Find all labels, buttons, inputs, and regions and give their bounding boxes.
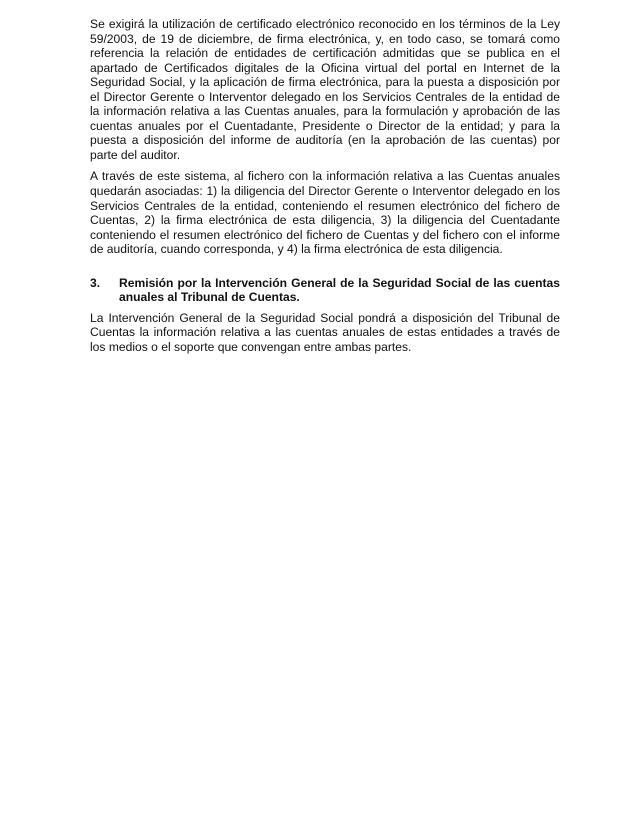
section-number: 3. — [90, 275, 101, 290]
paragraph-associated-diligences: A través de este sistema, al fichero con la información relativa a las Cuentas anuales quedarán asociadas: 1) la diligencia del Director Gerente o Interventor delegado en los Servicios Centrales de la entidad, conteniendo el resumen electrónico del fichero de Cuentas, 2) la firma electrónica de esta diligencia, 3) la diligencia del Cuentadante conteniendo el resumen electrónico del fichero de Cuentas y del fichero con el informe de auditoría, cuando corresponda, y 4) la firma electrónica de esta diligencia. — [90, 169, 560, 257]
document-page — [90, 17, 560, 354]
section-body-paragraph: La Intervención General de la Seguridad Social pondrá a disposición del Tribunal de Cuentas la información relativa a las cuentas anuales de estas entidades a través de los medios o el soporte que convengan entre ambas partes. — [90, 310, 560, 354]
section-heading — [90, 276, 560, 305]
paragraph-electronic-certificate: Se exigirá la utilización de certificado electrónico reconocido en los términos de la Ley 59/2003, de 19 de diciembre, de firma electrónica, y, en todo caso, se tomará como referencia la relación de entidades de certificación admitidas que se publica en el apartado de Certificados digitales de la Oficina virtual del portal en Internet de la Seguridad Social, y la aplicación de firma electrónica, para la puesta a disposición por el Director Gerente o Interventor delegado en los Servicios Centrales de la entidad de la información relativa a las Cuentas anuales, para la formulación y aprobación de las cuentas anuales por el Cuentadante, Presidente o Director de la entidad; y para la puesta a disposición del informe de auditoría (en la aprobación de las cuentas) por parte del auditor. — [90, 17, 560, 162]
section-title: Remisión por la Intervención General de la Seguridad Social de las cuentas anuales al Tribunal de Cuentas. — [119, 275, 560, 305]
